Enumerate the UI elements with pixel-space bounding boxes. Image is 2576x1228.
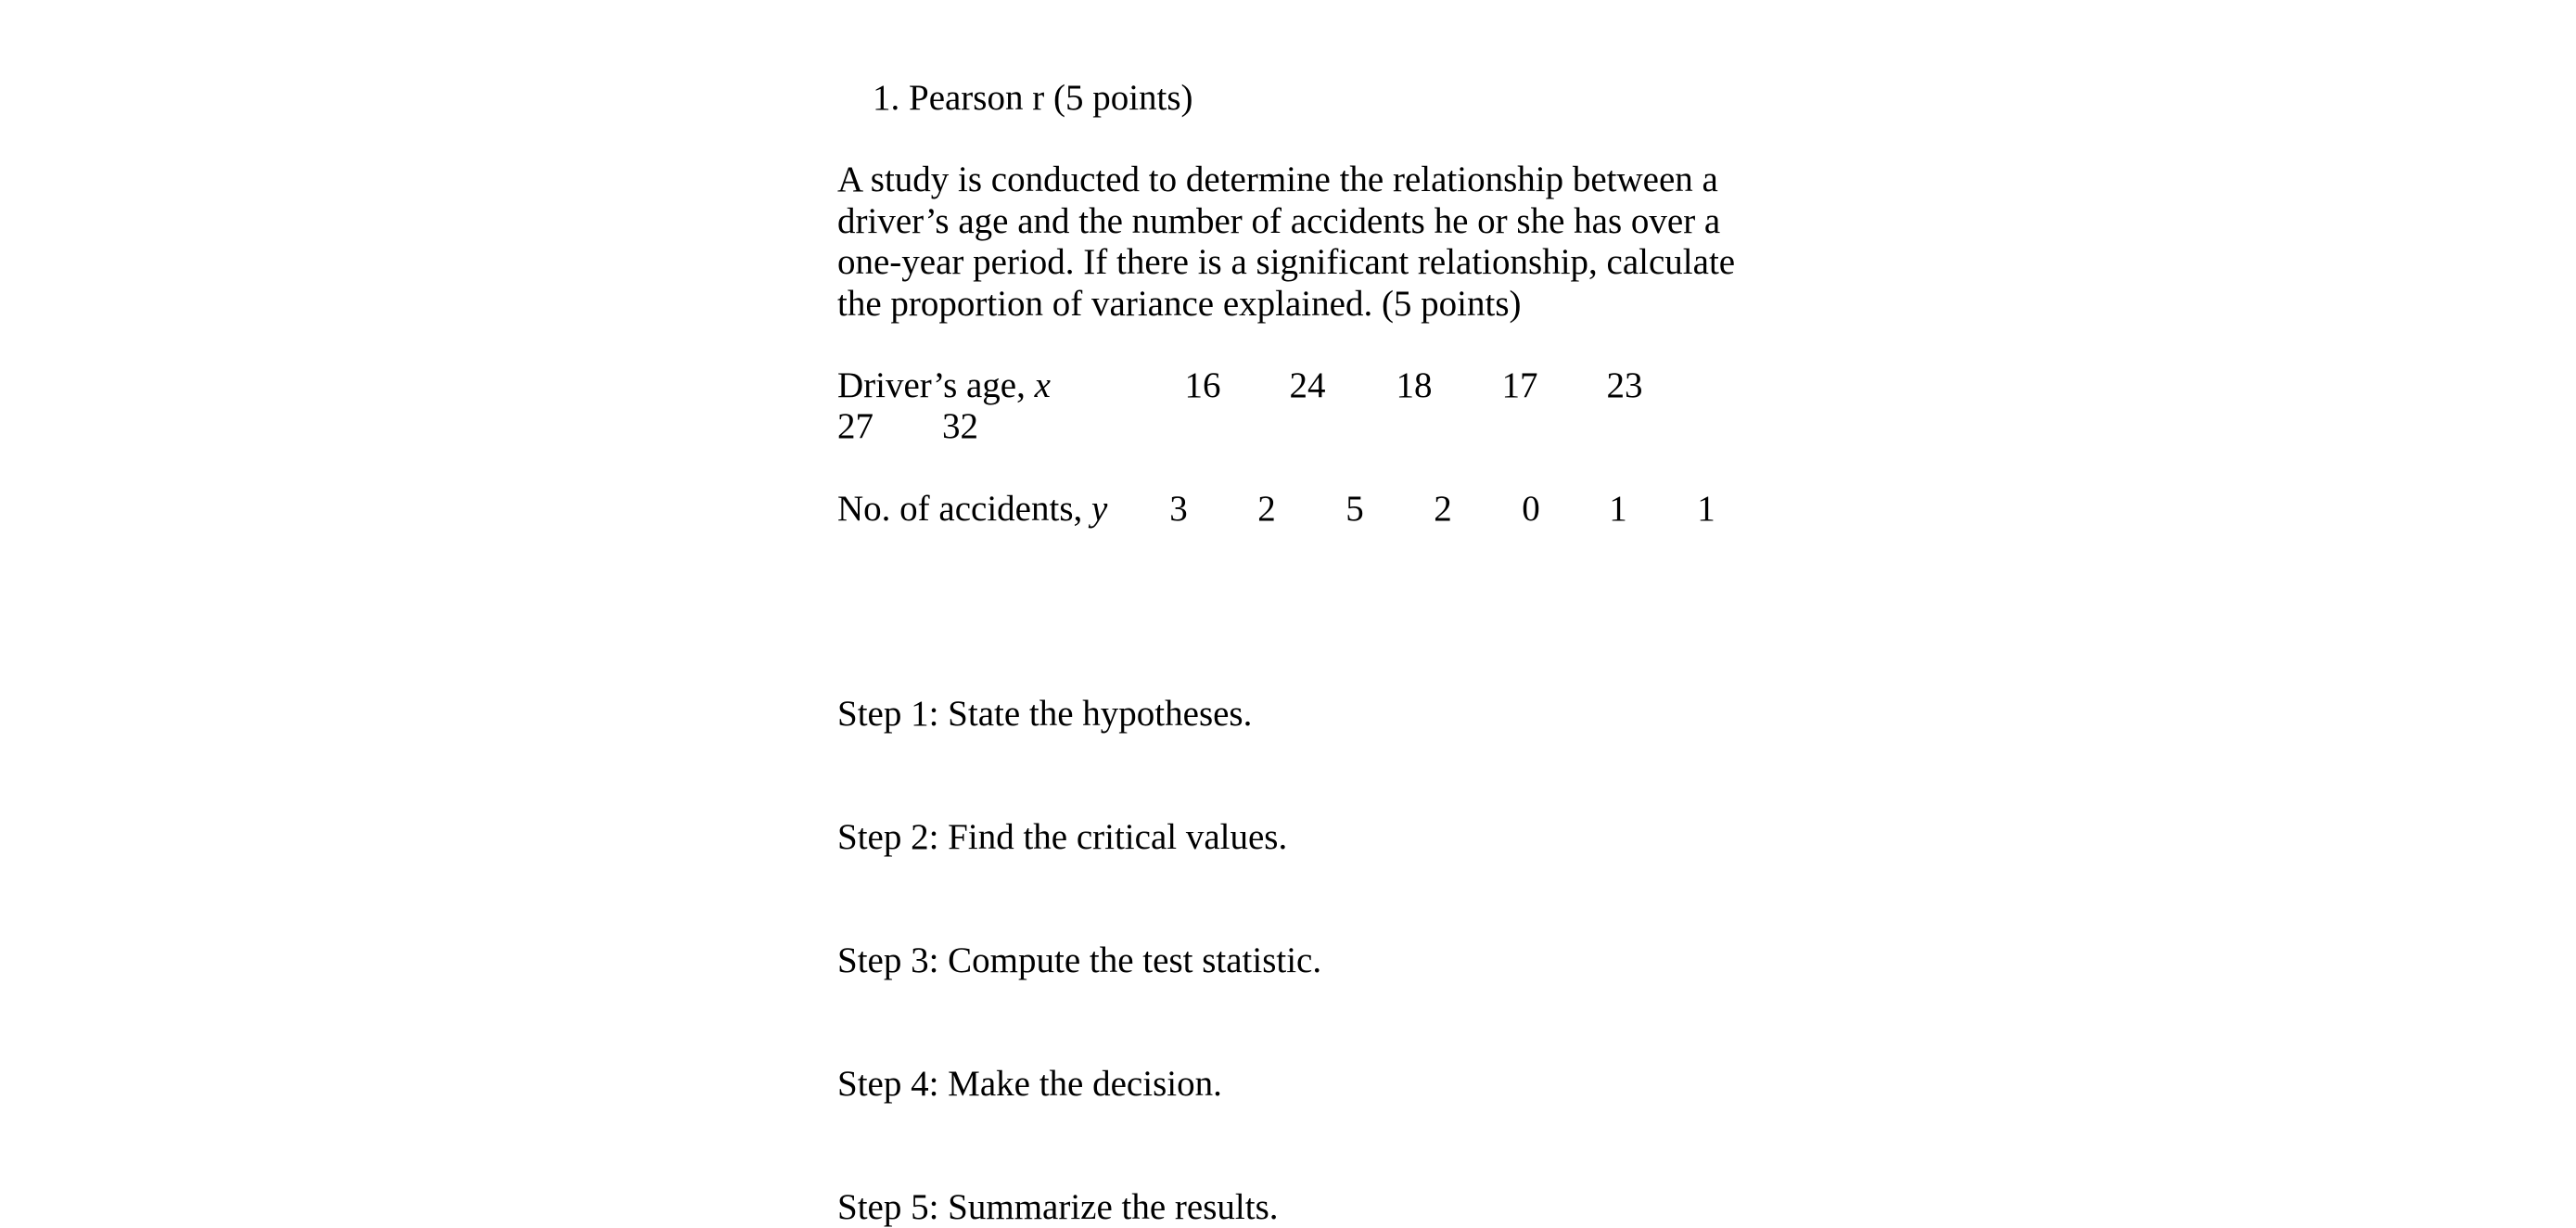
paragraph-line: A study is conducted to determine the relationship between a (837, 160, 1718, 199)
step-2: Step 2: Find the critical values. (837, 817, 1288, 857)
paragraph-line: driver’s age and the number of accidents he or she has over a (837, 200, 1721, 241)
x-variable: x (1034, 365, 1051, 405)
step-5: Step 5: Summarize the results. (837, 1187, 1279, 1227)
step-4: Step 4: Make the decision. (837, 1064, 1222, 1104)
y-value: 0 (1522, 489, 1540, 529)
x-value: 17 (1501, 365, 1538, 405)
paragraph-line: one-year period. If there is a significant relationship, calculate (837, 242, 1736, 282)
x-value: 18 (1396, 365, 1433, 405)
y-value: 5 (1345, 489, 1364, 529)
y-value: 2 (1434, 489, 1452, 529)
x-value: 23 (1606, 365, 1643, 405)
question-number: 1. (873, 78, 900, 118)
y-value: 1 (1697, 489, 1715, 529)
question-paragraph (837, 160, 1736, 325)
y-label: No. of accidents, y (837, 489, 1108, 529)
y-value: 3 (1169, 489, 1188, 529)
question-title: Pearson r (5 points) (909, 78, 1193, 118)
y-value: 2 (1257, 489, 1276, 529)
paragraph-line: the proportion of variance explained. (5 points) (837, 283, 1522, 324)
x-value: 32 (942, 406, 978, 446)
step-1: Step 1: State the hypotheses. (837, 694, 1253, 734)
question-heading (873, 78, 1193, 119)
x-label: Driver’s age, x (837, 365, 1051, 405)
x-value: 16 (1184, 365, 1221, 405)
step-3: Step 3: Compute the test statistic. (837, 940, 1322, 980)
x-value: 27 (837, 406, 874, 446)
y-variable: y (1091, 489, 1108, 529)
x-value: 24 (1289, 365, 1326, 405)
y-value: 1 (1609, 489, 1627, 529)
